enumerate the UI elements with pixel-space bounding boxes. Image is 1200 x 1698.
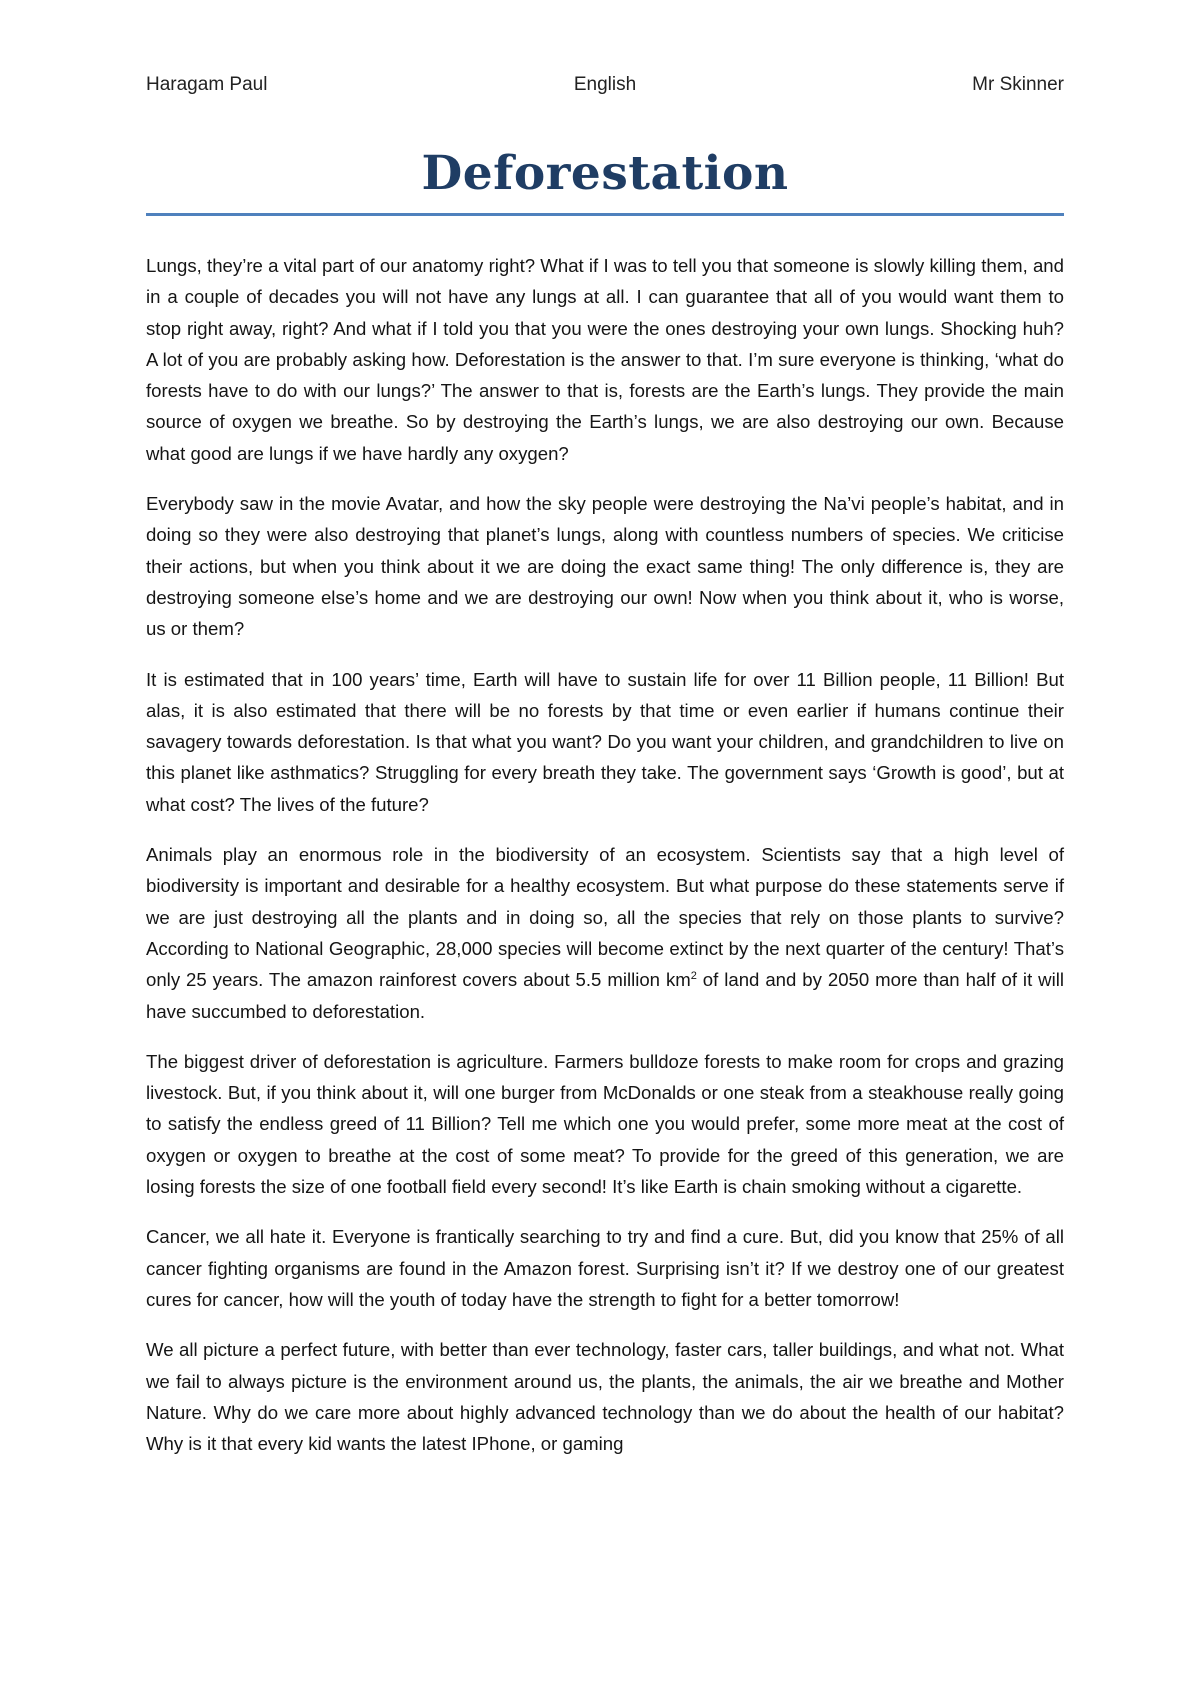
paragraph-6: Cancer, we all hate it. Everyone is frantically searching to try and find a cure. But, did you know that 25% of all cancer fighting organisms are found in the Amazon forest. Surprising isn’t it? If we destroy one of our greatest cures for cancer, how will the youth of today have the strength to fight for a better tomorrow! — [146, 1226, 1064, 1310]
paragraph-4-tail: of land and by 2050 more than half of it will have succumbed to deforestation. — [146, 969, 1064, 1022]
page-header — [146, 74, 1064, 100]
paragraph-1: Lungs, they’re a vital part of our anatomy right? What if I was to tell you that someone is slowly killing them, and in a couple of decades you will not have any lungs at all. I can guarantee that all of you would want them to stop right away, right? And what if I told you that you were the ones destroying your own lungs. Shocking huh? A lot of you are probably asking how. Deforestation is the answer to that. I’m sure everyone is thinking, ‘what do forests have to do with our lungs?’ The answer to that is, forests are the Earth’s lungs. They provide the main source of oxygen we breathe. So by destroying the Earth’s lungs, we are also destroying our own. Because what good are lungs if we have hardly any oxygen? — [146, 255, 1064, 464]
header-author: Haragam Paul — [146, 74, 268, 95]
paragraph-4 — [146, 839, 1064, 1027]
document-body — [146, 250, 1064, 1478]
paragraph-5: The biggest driver of deforestation is agriculture. Farmers bulldoze forests to make room for crops and grazing livestock. But, if you think about it, will one burger from McDonalds or one steak from a steakhouse really going to satisfy the endless greed of 11 Billion? Tell me which one you would prefer, some more meat at the cost of oxygen or oxygen to breathe at the cost of some meat? To provide for the greed of this generation, we are losing forests the size of one football field every second! It’s like Earth is chain smoking without a cigarette. — [146, 1050, 1064, 1198]
paragraph-2: Everybody saw in the movie Avatar, and how the sky people were destroying the Na’vi people’s habitat, and in doing so they were also destroying that planet’s lungs, along with countless numbers of species. We criticise their actions, but when you think about it we are doing the exact same thing! The only difference is, they are destroying someone else’s home and we are destroying our own! Now when you think about it, who is worse, us or them? — [146, 493, 1064, 640]
paragraph-7: We all picture a perfect future, with better than ever technology, faster cars, taller buildings, and what not. What we fail to always picture is the environment around us, the plants, the animals, the air we breathe and Mother Nature. Why do we care more about highly advanced technology than we do about the health of our habitat? Why is it that every kid wants the latest IPhone, or gaming — [146, 1339, 1064, 1455]
document-title: Deforestation — [421, 146, 789, 201]
title-underline — [146, 213, 1064, 216]
header-teacher: Mr Skinner — [972, 74, 1064, 95]
header-subject: English — [573, 74, 637, 95]
area-superscript: 2 — [690, 970, 697, 983]
paragraph-3: It is estimated that in 100 years’ time, Earth will have to sustain life for over 11 Billion people, 11 Billion! But alas, it is also estimated that there will be no forests by that time or even earlier if humans continue their savagery towards deforestation. Is that what you want? Do you want your children, and grandchildren to live on this planet like asthmatics? Struggling for every breath they take. The government says ‘Growth is good’, but at what cost? The lives of the future? — [146, 668, 1064, 815]
paragraph-4-text: Animals play an enormous role in the biodiversity of an ecosystem. Scientists say that a high level of biodiversity is important and desirable for a healthy ecosystem. But what purpose do these statements serve if we are just destroying all the plants and in doing so, all the species that rely on those plants to survive? According to National Geographic, 28,000 species will become extinct by the next quarter of the century! That’s only 25 years. The amazon rainforest covers about 5.5 million km — [146, 844, 1064, 991]
